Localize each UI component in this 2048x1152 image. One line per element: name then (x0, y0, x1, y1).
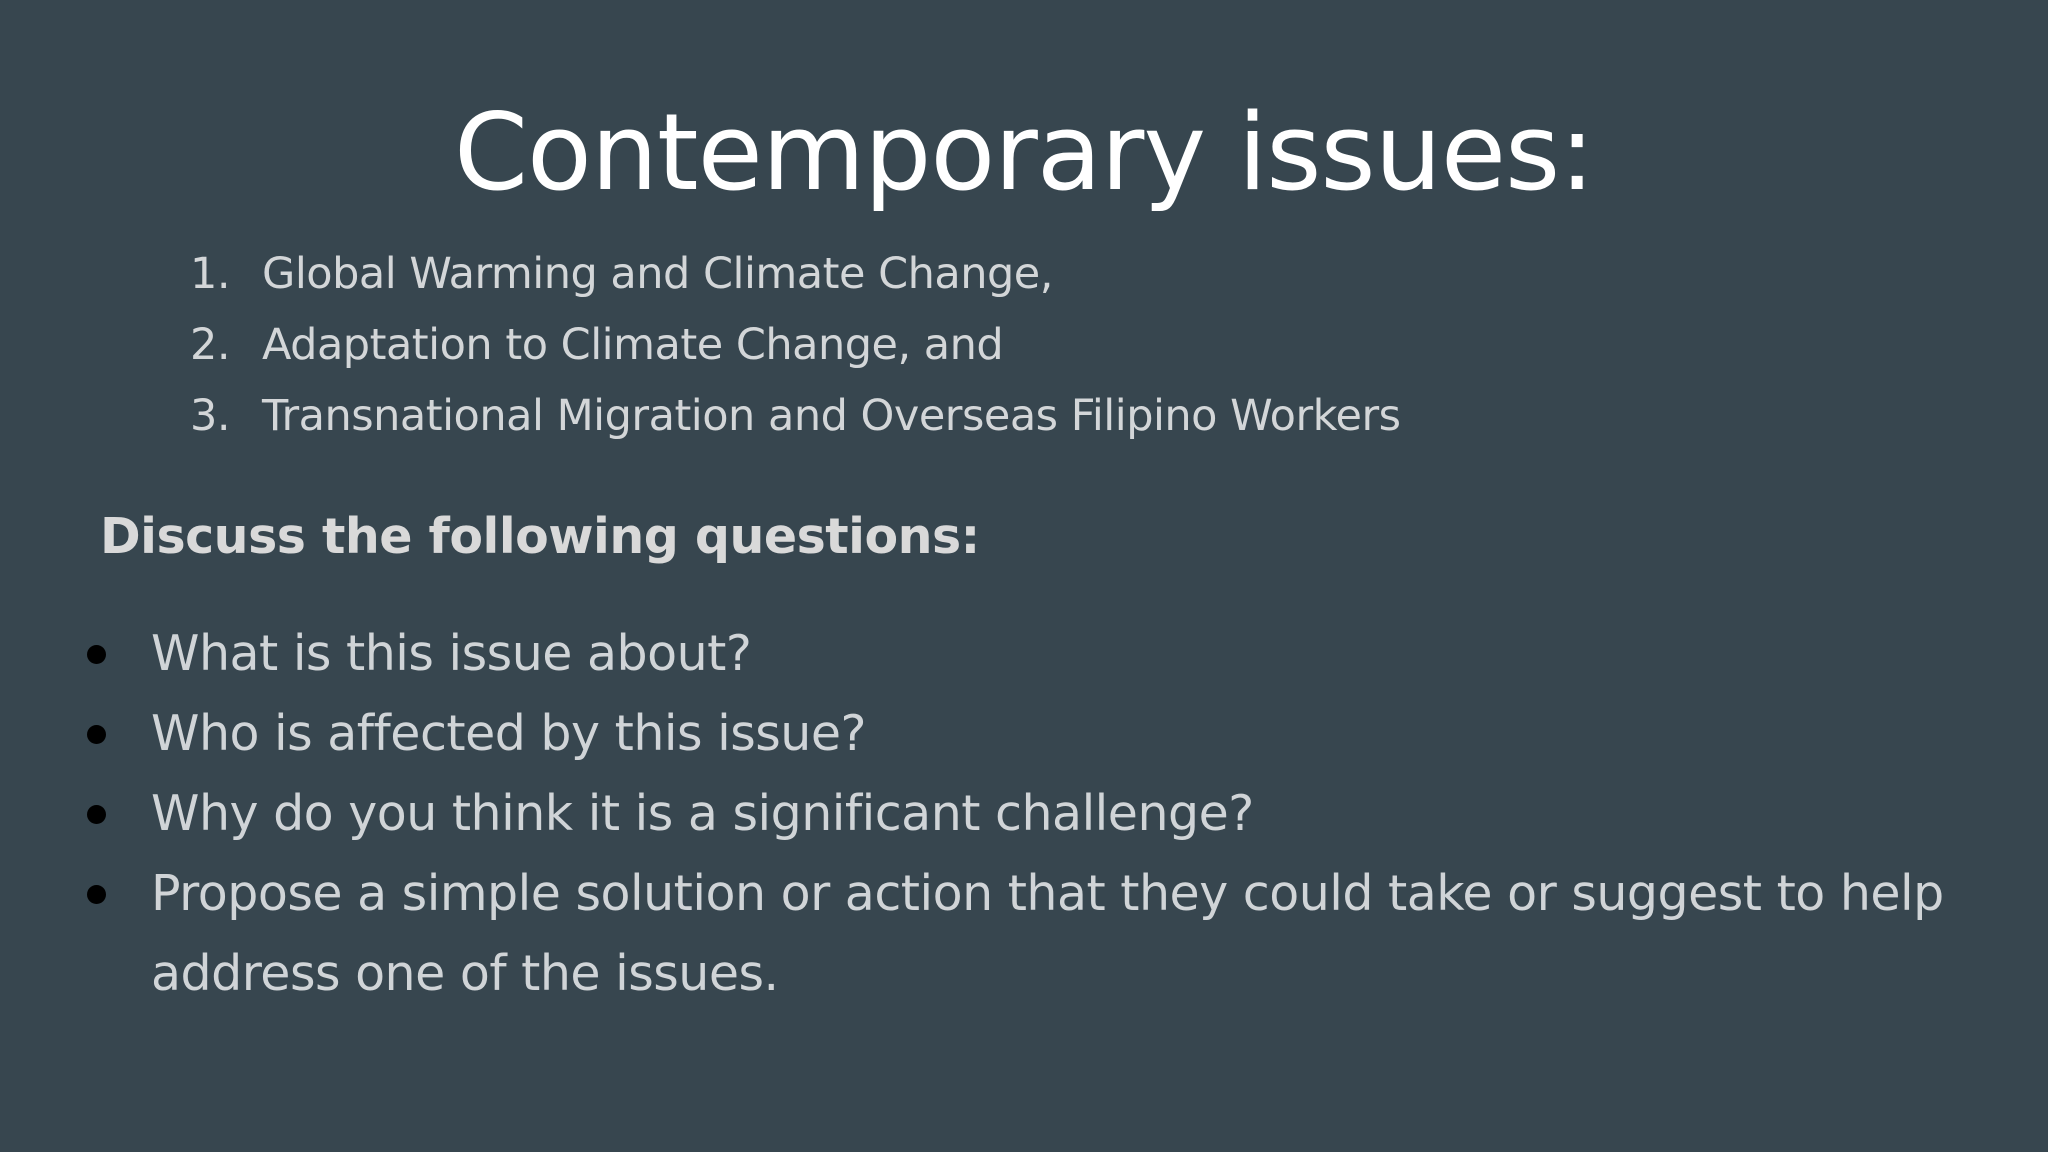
bullet-icon (87, 885, 106, 904)
topic-text: Global Warming and Climate Change, (262, 249, 1053, 299)
topics-list (190, 246, 1401, 459)
question-text: Propose a simple solution or action that they could take or suggest to help address one of the issues. (151, 865, 1944, 1002)
topic-number: 1. (190, 249, 231, 299)
topic-text: Transnational Migration and Overseas Filipino Workers (262, 391, 1401, 441)
question-text: Who is affected by this issue? (151, 705, 866, 762)
topic-item (190, 246, 1401, 317)
question-item (82, 694, 2002, 774)
question-item (82, 854, 2002, 1014)
bullet-icon (87, 645, 106, 664)
bullet-icon (87, 805, 106, 824)
question-item (82, 774, 2002, 854)
question-text: What is this issue about? (151, 625, 752, 682)
question-item (82, 614, 2002, 694)
discussion-heading: Discuss the following questions: (100, 508, 980, 565)
topic-number: 3. (190, 391, 231, 441)
topic-number: 2. (190, 320, 231, 370)
bullet-icon (87, 725, 106, 744)
topic-item (190, 317, 1401, 388)
slide-title: Contemporary issues: (454, 91, 1594, 214)
questions-list (82, 614, 2002, 1014)
topic-text: Adaptation to Climate Change, and (262, 320, 1004, 370)
topic-item (190, 388, 1401, 459)
question-text: Why do you think it is a significant challenge? (151, 785, 1254, 842)
